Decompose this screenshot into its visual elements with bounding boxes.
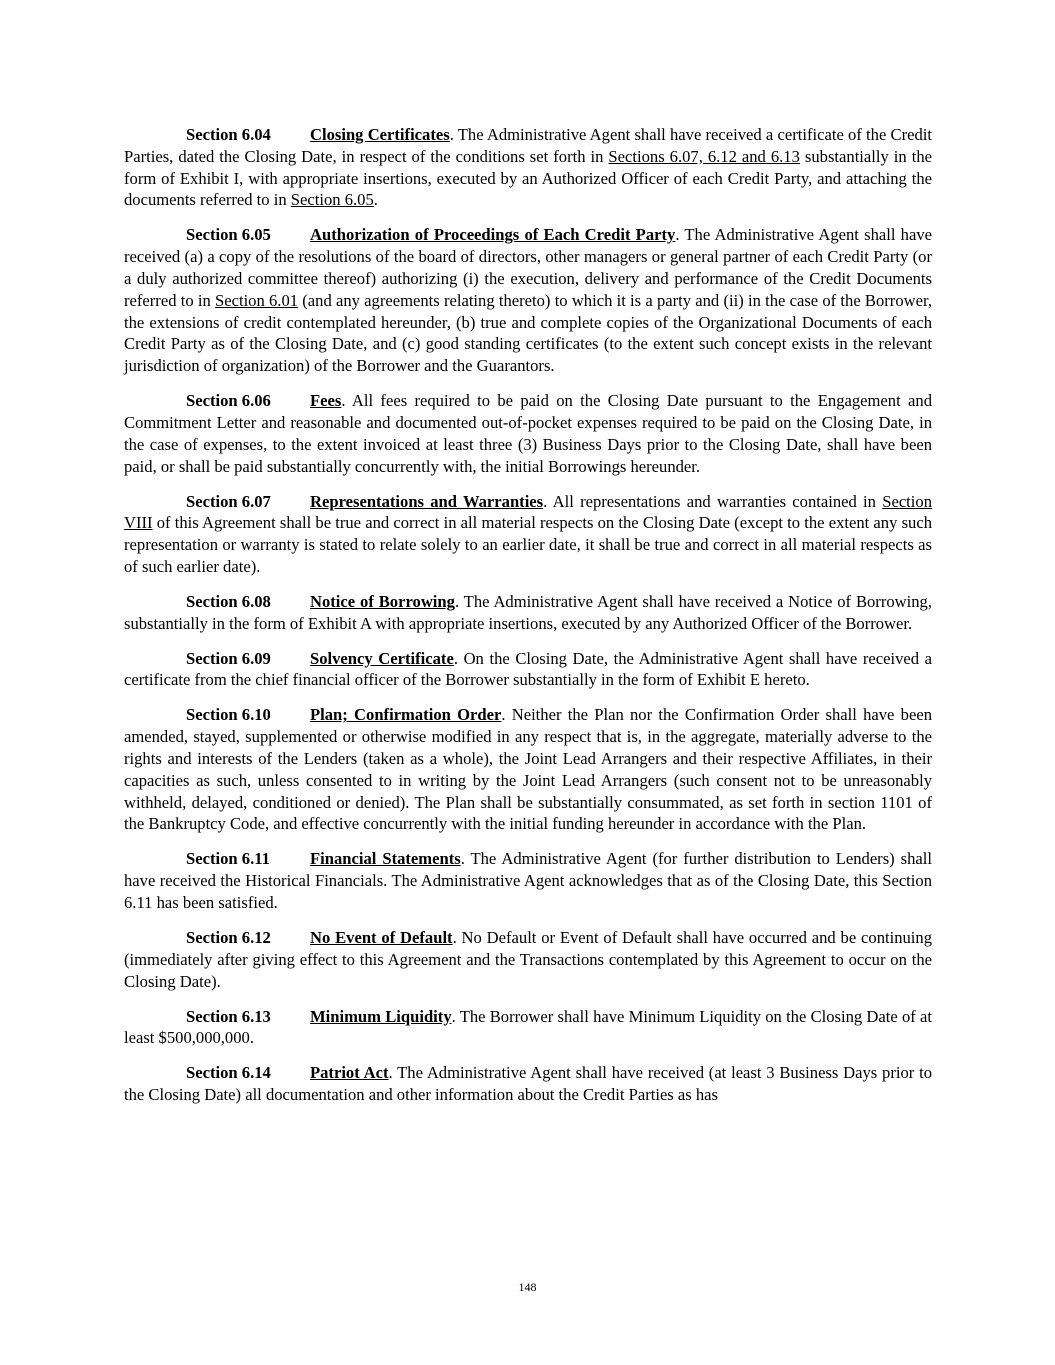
section-number: Section 6.12 bbox=[186, 928, 271, 947]
cross-reference: Sections 6.07, 6.12 and 6.13 bbox=[608, 146, 800, 166]
section-text: . The Borrower shall have Minimum Liquidity on the Closing Date of at least $500,000,000. bbox=[124, 1006, 933, 1048]
section-title: Solvency Certificate bbox=[310, 648, 454, 668]
section-title: Fees bbox=[310, 391, 342, 411]
section-6-05 bbox=[124, 224, 932, 377]
section-title: Financial Statements bbox=[310, 849, 461, 869]
cross-reference: Section 6.01 bbox=[215, 290, 299, 310]
section-6-06 bbox=[124, 390, 932, 477]
section-6-04 bbox=[124, 124, 932, 211]
section-title: Authorization of Proceedings of Each Credit Party bbox=[310, 225, 676, 245]
section-title: No Event of Default bbox=[310, 928, 453, 947]
section-6-14 bbox=[124, 1062, 932, 1106]
section-text: . The Administrative Agent shall have received (at least 3 Business Days prior to the Closing Date) all documentation and other information about the Credit Parties as has bbox=[124, 1063, 932, 1105]
cross-reference: Section VIII bbox=[124, 491, 932, 533]
section-6-11 bbox=[124, 848, 932, 913]
cross-reference: Section 6.05 bbox=[290, 190, 374, 210]
section-text: . Neither the Plan nor the Confirmation Order shall have been amended, stayed, supplemented or otherwise modified in any respect that is, in the aggregate, materially adverse to the rights and interests of the Lenders (taken as a whole), the Joint Lead Arrangers and their respective Affiliates, in their capacities as such, unless consented to in writing by the Joint Lead Arrangers (such consent not to be unreasonably withheld, delayed, conditioned or denied). The Plan shall be substantially consummated, as set forth in section 1101 of the Bankruptcy Code, and effective concurrently with the initial funding hereunder in accordance with the Plan. bbox=[124, 705, 932, 834]
section-title: Patriot Act bbox=[310, 1063, 389, 1083]
section-title: Representations and Warranties bbox=[310, 491, 544, 511]
section-number: Section 6.08 bbox=[186, 591, 271, 611]
section-number: Section 6.09 bbox=[186, 648, 271, 668]
section-text: . The Administrative Agent shall have received (a) a copy of the resolutions of the board of directors, other managers or general partner of each Credit Party (or a duly authorized committee thereof) authorizing (i) the execution, delivery and performance of the Credit Documents referred to in bbox=[124, 225, 932, 310]
section-6-13 bbox=[124, 1006, 932, 1050]
section-text: . On the Closing Date, the Administrative Agent shall have received a certificate from the chief financial officer of the Borrower substantially in the form of Exhibit E hereto. bbox=[124, 648, 932, 690]
section-6-08 bbox=[124, 591, 932, 635]
section-text: . The Administrative Agent (for further distribution to Lenders) shall have received the Historical Financials. The Administrative Agent acknowledges that as of the Closing Date, this Section 6.11 has been satisfied. bbox=[124, 849, 932, 913]
section-6-10 bbox=[124, 704, 932, 835]
section-text: . The Administrative Agent shall have received a certificate of the Credit Parties, dated the Closing Date, in respect of the conditions set forth in bbox=[124, 125, 933, 166]
section-number: Section 6.05 bbox=[186, 225, 271, 245]
section-text: of this Agreement shall be true and correct in all material respects on the Closing Date (except to the extent any such representation or warranty is stated to relate solely to an earlier date, it shall be true and correct in all material respects as of such earlier date). bbox=[124, 513, 932, 576]
section-title: Minimum Liquidity bbox=[310, 1006, 452, 1026]
section-number: Section 6.07 bbox=[186, 491, 271, 511]
section-text: (and any agreements relating thereto) to which it is a party and (ii) in the case of the Borrower, the extensions of credit contemplated hereunder, (b) true and complete copies of the Organizational Documents of each Credit Party as of the Closing Date, and (c) good standing certificates (to the extent such concept exists in the relevant jurisdiction of organization) of the Borrower and the Guarantors. bbox=[124, 290, 932, 376]
section-6-07 bbox=[124, 491, 932, 578]
section-number: Section 6.04 bbox=[186, 125, 271, 144]
section-title: Closing Certificates bbox=[310, 125, 450, 144]
section-title: Plan; Confirmation Order bbox=[310, 705, 502, 725]
section-number: Section 6.13 bbox=[186, 1006, 271, 1026]
section-number: Section 6.06 bbox=[186, 391, 271, 411]
section-text: . All representations and warranties contained in bbox=[543, 491, 883, 511]
section-6-12 bbox=[124, 927, 932, 992]
document-page bbox=[124, 124, 932, 1119]
section-text: . All fees required to be paid on the Closing Date pursuant to the Engagement and Commitment Letter and reasonable and documented out-of-pocket expenses required to be paid on the Closing Date, in the case of expenses, to the extent invoiced at least three (3) Business Days prior to the Closing Date, shall have been paid, or shall be paid substantially concurrently with, the initial Borrowings hereunder. bbox=[124, 391, 932, 476]
section-text: . The Administrative Agent shall have received a Notice of Borrowing, substantially in the form of Exhibit A with appropriate insertions, executed by any Authorized Officer of the Borrower. bbox=[124, 591, 932, 633]
section-number: Section 6.14 bbox=[186, 1063, 271, 1083]
page-number: 148 bbox=[518, 1280, 537, 1294]
section-text: substantially in the form of Exhibit I, with appropriate insertions, executed by an Authorized Officer of each Credit Party, and attaching the documents referred to in bbox=[124, 146, 932, 210]
section-text: . No Default or Event of Default shall have occurred and be continuing (immediately after giving effect to this Agreement and the Transactions contemplated by this Agreement to occur on the Closing Date). bbox=[124, 928, 933, 991]
section-text: . bbox=[373, 190, 378, 210]
section-6-09 bbox=[124, 648, 932, 692]
section-number: Section 6.11 bbox=[186, 849, 270, 869]
section-number: Section 6.10 bbox=[186, 705, 271, 725]
section-title: Notice of Borrowing bbox=[310, 591, 455, 611]
